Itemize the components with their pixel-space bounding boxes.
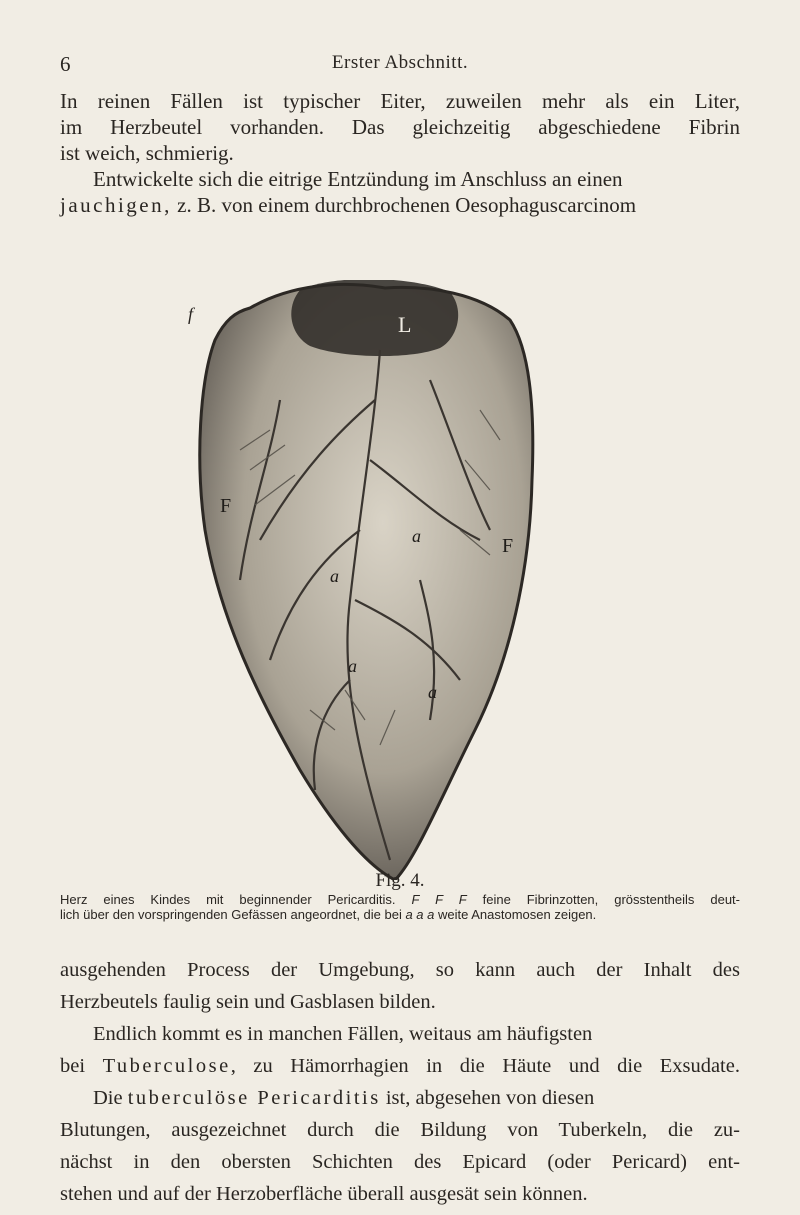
paragraph-4-line-2-mid: , zu xyxy=(230,1055,291,1077)
heart-illustration xyxy=(180,280,560,880)
figure-letter-F-right: F xyxy=(502,535,514,557)
heart-outline xyxy=(200,284,533,880)
paragraph-4-line-3-start: Die xyxy=(93,1087,128,1109)
emphasis-jauchigen: jauchigen, xyxy=(60,193,172,217)
paragraph-4-line-1: Endlich kommt es in manchen Fällen, weitaus am häufigsten xyxy=(93,1023,593,1045)
figure-letter-f: f xyxy=(188,304,194,324)
emphasis-tuberculoese-pericarditis: tuberculöse Pericarditis xyxy=(127,1087,381,1109)
paragraph-1-line-1: In reinen Fällen ist typischer Eiter, zuweilen mehr als ein Liter, xyxy=(60,89,740,113)
paragraph-4-line-2-end: in die Häute und die Exsudate. xyxy=(408,1055,740,1077)
paragraph-1-line-2: im Herzbeutel vorhanden. Das gleichzeitig abgeschiedene Fibrin xyxy=(60,115,740,139)
running-head: Erster Abschnitt. xyxy=(331,52,469,73)
caption-line-2-end: weite Anastomosen zeigen. xyxy=(434,907,597,922)
paragraph-4-line-3 xyxy=(60,1082,740,1114)
caption-line-2 xyxy=(60,907,740,922)
paragraph-3-line-2: Herzbeutels faulig sein und Gasblasen bilden. xyxy=(60,991,436,1013)
paragraph-4-line-2-start: bei xyxy=(60,1055,103,1077)
caption-line-1 xyxy=(60,892,740,907)
page-number: 6 xyxy=(60,52,71,76)
paragraph-3-line-1: ausgehenden Process der Umgebung, so kann auch der Inhalt des xyxy=(60,959,740,981)
caption-line-1-end: feine Fibrinzotten, grösstentheils deut- xyxy=(466,892,740,907)
emphasis-tuberculose: Tuberculose xyxy=(102,1055,231,1077)
paragraph-1-line-3: ist weich, schmierig. xyxy=(60,141,234,165)
paragraph-4 xyxy=(60,1018,740,1210)
paragraph-2-line-2 xyxy=(60,192,740,218)
paragraph-4-line-5: nächst in den obersten Schichten des Epicard (oder Pericard) ent- xyxy=(60,1151,740,1173)
paragraph-4-line-4: Blutungen, ausgezeichnet durch die Bildung von Tuberkeln, die zu- xyxy=(60,1119,740,1141)
paragraph-2-line-1: Entwickelte sich die eitrige Entzündung im Anschluss an einen xyxy=(93,167,623,191)
figure-letter-a-2: a xyxy=(330,566,339,586)
caption-line-1-start: Herz eines Kindes mit beginnender Pericarditis. xyxy=(60,892,412,907)
paragraph-4-line-6: stehen und auf der Herzoberfläche überall ausgesät sein können. xyxy=(60,1183,588,1205)
caption-line-2-italic: a a a xyxy=(405,907,435,922)
page-header xyxy=(0,52,800,82)
paragraph-4-line-2 xyxy=(60,1050,740,1082)
paragraph-4-line-3-end: ist, abgesehen von diesen xyxy=(380,1087,595,1109)
figure-letter-a-4: a xyxy=(428,682,437,702)
caption-line-1-italic: F F F xyxy=(411,892,467,907)
figure-letter-a-1: a xyxy=(412,526,421,546)
figure-caption xyxy=(60,892,740,922)
paragraph-2 xyxy=(60,166,740,218)
figure-label: Fig. 4. xyxy=(375,870,425,891)
caption-line-2-start: lich über den vorspringenden Gefässen angeordnet, die bei xyxy=(60,907,406,922)
figure-letter-L: L xyxy=(398,312,412,337)
emphasis-haemorrhagien: Hämorrhagien xyxy=(290,1055,409,1077)
figure-letter-F-left: F xyxy=(220,495,232,517)
figure-letter-a-3: a xyxy=(348,656,357,676)
paragraph-2-line-2-rest: z. B. von einem durchbrochenen Oesophaguscarcinom xyxy=(171,193,637,217)
paragraph-3 xyxy=(60,954,740,1018)
vessel-stump xyxy=(291,280,458,356)
paragraph-1 xyxy=(60,88,740,166)
